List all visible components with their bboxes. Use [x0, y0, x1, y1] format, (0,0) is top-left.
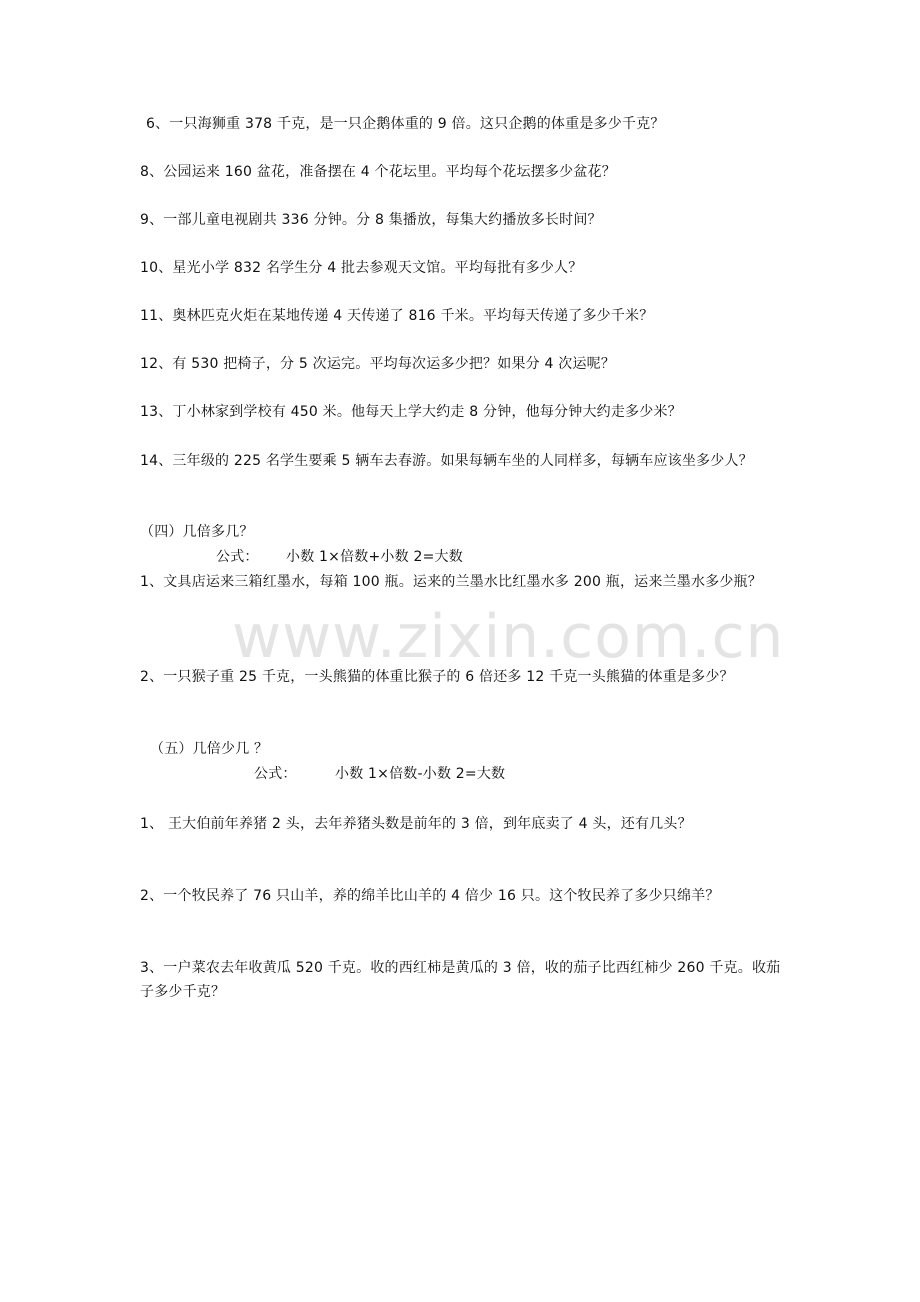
problem-13: 13、丁小林家到学校有 450 米。他每天上学大约走 8 分钟，他每分钟大约走多少米？ — [140, 404, 682, 420]
problem-6: 6、一只海狮重 378 千克，是一只企鹅体重的 9 倍。这只企鹅的体重是多少千克？ — [146, 116, 665, 132]
problem-9: 9、一部儿童电视剧共 336 分钟。分 8 集播放，每集大约播放多长时间？ — [140, 212, 602, 228]
section-5-heading: （五）几倍少几 ？ — [150, 741, 269, 757]
section-5-formula: 小数 1×倍数-小数 2=大数 — [335, 766, 506, 782]
problem-8: 8、公园运来 160 盆花，准备摆在 4 个花坛里。平均每个花坛摆多少盆花？ — [140, 164, 616, 180]
section-5-problem-3: 3、一户菜农去年收黄瓜 520 千克。收的西红柿是黄瓜的 3 倍，收的茄子比西红柿少 260 千克。收茄子多少千克？ — [140, 960, 781, 1000]
section-4-formula: 小数 1×倍数+小数 2=大数 — [286, 549, 463, 565]
problem-12: 12、有 530 把椅子，分 5 次运完。平均每次运多少把？如果分 4 次运呢？ — [140, 356, 616, 372]
problem-11: 11、奥林匹克火炬在某地传递 4 天传递了 816 千米。平均每天传递了多少千米？ — [140, 308, 654, 324]
section-4-problem-1: 1、文具店运来三箱红墨水，每箱 100 瓶。运来的兰墨水比红墨水多 200 瓶，运来兰墨水多少瓶？ — [140, 574, 762, 590]
section-5-problem-1: 1、 王大伯前年养猪 2 头，去年养猪头数是前年的 3 倍，到年底卖了 4 头，还有几头？ — [140, 816, 692, 832]
section-4-heading: （四）几倍多几？ — [140, 524, 254, 540]
section-4-formula-label: 公式： — [216, 549, 259, 565]
problem-10: 10、星光小学 832 名学生分 4 批去参观天文馆。平均每批有多少人？ — [140, 260, 583, 276]
section-5-formula-label: 公式： — [254, 766, 297, 782]
section-4-problem-2: 2、一只猴子重 25 千克，一头熊猫的体重比猴子的 6 倍还多 12 千克一头熊猫的体重是多少？ — [140, 669, 734, 685]
section-5-problem-2: 2、一个牧民养了 76 只山羊，养的绵羊比山羊的 4 倍少 16 只。这个牧民养了多少只绵羊？ — [140, 888, 720, 904]
problem-14: 14、三年级的 225 名学生要乘 5 辆车去春游。如果每辆车坐的人同样多，每辆车应该坐多少人？ — [140, 453, 753, 469]
watermark: www.zixin.com.cn — [232, 602, 785, 672]
